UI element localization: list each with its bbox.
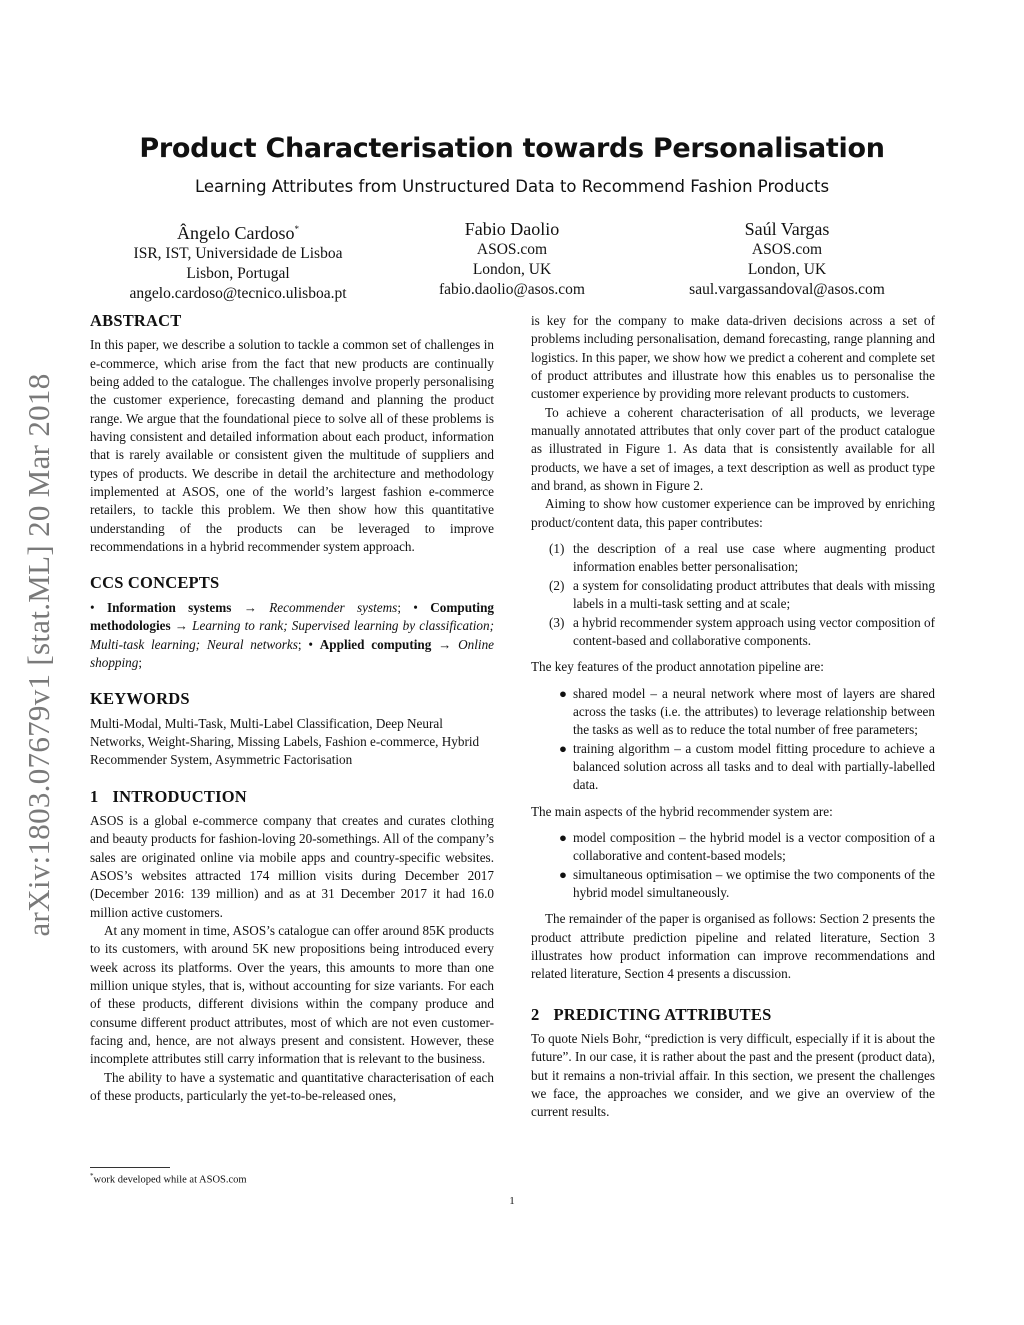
intro-paragraph-8: The main aspects of the hybrid recommender system are:	[531, 803, 833, 819]
bullet-icon: ●	[559, 866, 567, 882]
intro-paragraph-7: The key features of the product annotation pipeline are:	[531, 659, 824, 675]
intro-paragraph-4: is key for the company to make data-driven decisions across a set of problems including personalisation, demand forecasting, range planning and logistics. In this paper, we show how we predict a coherent and complete set of product attributes and illustrate how this enables us to personalise the customer experience by providing more relevant products to customers.	[531, 313, 935, 402]
author-affiliation: ISR, IST, Universidade de Lisboa	[133, 245, 343, 262]
bullet-icon: ●	[559, 685, 567, 701]
intro-paragraph-5: To achieve a coherent characterisation of all products, we leverage manually annotated attributes that only cover part of the product catalogue as illustrated in Figure 1. As data that is consistently available for all products, we have a set of images, a text description as well as product type and brand, as shown in Figure 2.	[531, 404, 935, 494]
paper-subtitle: Learning Attributes from Unstructured Data to Recommend Fashion Products	[194, 177, 830, 196]
list-item: ● training algorithm – a custom model fitting procedure to achieve a balanced solution across all tasks and to deal with partially-labelled data.	[559, 740, 935, 793]
author-location: London, UK	[472, 261, 552, 278]
ccs-concepts: • Information systems → Recommender systems; • Computing methodologies → Learning to rank; Supervised learning by classification; Multi-task learning; Neural networks; • Applied computing → Online shopping;	[90, 599, 495, 670]
list-item: ● model composition – the hybrid model is a vector composition of a collaborative and content-based models;	[559, 829, 935, 864]
right-column	[531, 312, 935, 1122]
author-email[interactable]: saul.vargassandoval@asos.com	[689, 281, 885, 298]
keywords-text: Multi-Modal, Multi-Task, Multi-Label Classification, Deep Neural Networks, Weight-Sharing, Missing Labels, Fashion e-commerce, Hybrid Recommender System, Asymmetric Factorisation	[90, 715, 480, 768]
list-item: (3) a hybrid recommender system approach using vector composition of content-based and collaborative components.	[549, 614, 935, 648]
author-affiliation: ASOS.com	[751, 241, 823, 258]
intro-paragraph-3: The ability to have a systematic and quantitative characterisation of each of these products, particularly the yet-to-be-released ones,	[90, 1069, 494, 1104]
author-block-3	[627, 218, 947, 300]
introduction-heading: 1 INTRODUCTION	[90, 786, 247, 806]
contributions-list	[531, 540, 935, 650]
arxiv-identifier-text: arXiv:1803.07679v1 [stat.ML] 20 Mar 2018	[21, 373, 56, 937]
keywords-heading: KEYWORDS	[90, 689, 190, 709]
author-email[interactable]: angelo.cardoso@tecnico.ulisboa.pt	[129, 285, 347, 302]
author-block-2	[352, 218, 672, 300]
bullet-icon: ●	[559, 740, 567, 756]
author-block-1	[78, 218, 398, 304]
list-item: (2) a system for consolidating product attributes that deals with missing labels in a multi-task setting and at scale;	[549, 577, 935, 612]
list-item: ● shared model – a neural network where most of layers are shared across the tasks (i.e. the attributes) to leverage relationship between the tasks as well as to reduce the total number of free parameters;	[559, 685, 935, 738]
ccs-heading: CCS CONCEPTS	[90, 573, 220, 593]
author-email[interactable]: fabio.daolio@asos.com	[439, 281, 585, 298]
intro-paragraph-2: At any moment in time, ASOS’s catalogue can offer around 85K products to its customers, with around 5K new propositions being introduced every week across its platforms. Over the years, this amounts to more than one million unique styles, that is, without accounting for size variants. For each of these products, different divisions within the company produce and consume different product attributes, most of which are not even customer-facing and, hence, are not always present and consistent. However, these incomplete attributes still carry information that is relevant to the business.	[90, 922, 494, 1067]
abstract-text: In this paper, we describe a solution to tackle a common set of challenges in e-commerce, which arise from the fact that new products are continually being added to the catalogue. The challenges involve properly personalising the customer experience, forecasting demand and planning the product range. We argue that the foundational piece to solve all of these problems is having consistent and detailed information about each product, information that is rarely available or consistent given the multitude of suppliers and types of products. We describe in detail the architecture and methodology implemented at ASOS, one of the world’s largest fashion e-commerce retailers, to tackle this problem. We then show how this quantitative understanding of the products can be leveraged to improve recommendations in a hybrid recommender system approach.	[90, 337, 494, 555]
pipeline-features-list	[531, 685, 935, 795]
abstract-heading: ABSTRACT	[90, 311, 182, 330]
bullet-icon: ●	[559, 829, 567, 845]
list-item: ● simultaneous optimisation – we optimise the two components of the hybrid model simultaneously.	[559, 866, 935, 900]
left-column	[90, 312, 494, 1105]
predicting-attributes-heading: 2 PREDICTING ATTRIBUTES	[531, 1004, 772, 1024]
author-location: London, UK	[747, 261, 827, 278]
author-name: Ângelo Cardoso*	[177, 223, 299, 243]
hybrid-aspects-list	[531, 829, 935, 902]
intro-paragraph-1: ASOS is a global e-commerce company that creates and curates clothing and beauty products for fashion-loving 20-somethings. All of the company’s sales are originated online via mobile apps and country-specific websites. ASOS’s websites attracted 174 million visits during December 2017 (December 2016: 139 million) and as at 31 December 2017 it had 16.0 million active customers.	[90, 812, 494, 920]
author-location: Lisbon, Portugal	[186, 265, 290, 282]
predicting-paragraph-1: To quote Niels Bohr, “prediction is very difficult, especially if it is about the future”. In our case, it is rather about the past and the present (product data), but it remains a non-trivial affair. In this section, we present the challenges we face, the approaches we consider, and we give an overview of the current results.	[531, 1031, 935, 1120]
page-number: 1	[509, 1195, 515, 1207]
paper-title: Product Characterisation towards Personalisation	[139, 133, 885, 164]
author-name: Fabio Daolio	[464, 219, 560, 239]
author-affiliation: ASOS.com	[476, 241, 548, 258]
intro-paragraph-9: The remainder of the paper is organised as follows: Section 2 presents the product attribute prediction pipeline and related literature, Section 3 illustrates how product information can improve recommendations and related literature, Section 4 presents a discussion.	[531, 911, 935, 982]
footnote-divider	[90, 1167, 170, 1168]
author-name: Saúl Vargas	[744, 219, 830, 239]
arxiv-identifier	[14, 340, 64, 970]
list-item: (1) the description of a real use case where augmenting product information enables better personalisation;	[549, 541, 935, 575]
intro-paragraph-6: Aiming to show how customer experience can be improved by enriching product/content data, this paper contributes:	[531, 496, 935, 530]
footnote: *work developed while at ASOS.com	[90, 1172, 247, 1186]
